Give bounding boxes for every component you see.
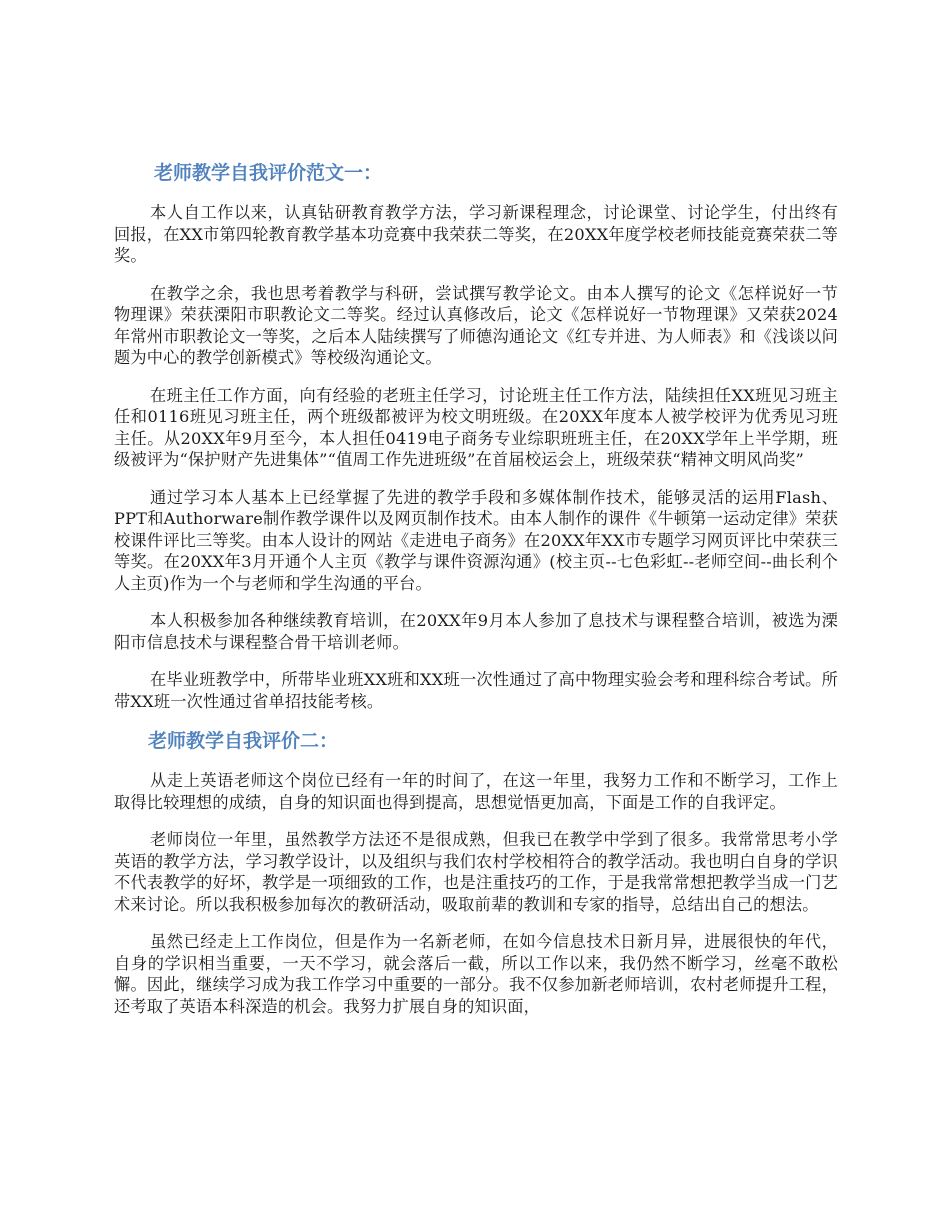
section-heading: 老师教学自我评价范文一：	[154, 162, 383, 184]
paragraph: 老师岗位一年里，虽然教学方法还不是很成熟，但我已在教学中学到了很多。我常常思考小学英语的教学方法，学习教学设计，以及组织与我们农村学校相符合的教学活动。我也明白自身的学识不代表教学的好坏，教学是一项细致的工作，也是注重技巧的工作，于是我常常想把教学当成一门艺术来讨论。所以我积极参加每次的教研活动，吸取前辈的教训和专家的指导，总结出自己的想法。	[114, 830, 838, 914]
paragraph: 本人自工作以来，认真钻研教育教学方法，学习新课程理念，讨论课堂、讨论学生，付出终有回报，在XX市第四轮教育教学基本功竞赛中我荣获二等奖，在20XX年度学校老师技能竞赛荣获二等奖。	[114, 203, 838, 265]
paragraph: 通过学习本人基本上已经掌握了先进的教学手段和多媒体制作技术，能够灵活的运用Flash、PPT和Authorware制作教学课件以及网页制作技术。由本人制作的课件《牛顿第一运动定律》荣获校课件评比三等奖。由本人设计的网站《走进电子商务》在20XX年XX市专题学习网页评比中荣获三等奖。在20XX年3月开通个人主页《教学与课件资源沟通》(校主页--七色彩虹--老师空间--曲长利个人主页)作为一个与老师和学生沟通的平台。	[114, 487, 838, 593]
paragraph: 在毕业班教学中，所带毕业班XX班和XX班一次性通过了高中物理实验会考和理科综合考试。所带XX班一次性通过省单招技能考核。	[114, 670, 838, 711]
paragraph: 在教学之余，我也思考着教学与科研，尝试撰写教学论文。由本人撰写的论文《怎样说好一节物理课》荣获溧阳市职教论文二等奖。经过认真修改后，论文《怎样说好一节物理课》又荣获2024年常州市职教论文一等奖，之后本人陆续撰写了师德沟通论文《红专并进、为人师表》和《浅谈以问题为中心的教学创新模式》等校级沟通论文。	[114, 283, 838, 367]
paragraph: 虽然已经走上工作岗位，但是作为一名新老师，在如今信息技术日新月异，进展很快的年代，自身的学识相当重要，一天不学习，就会落后一截，所以工作以来，我仍然不断学习，丝毫不敢松懈。因此，继续学习成为我工作学习中重要的一部分。我不仅参加新老师培训，农村老师提升工程，还考取了英语本科深造的机会。我努力扩展自身的知识面，	[114, 932, 838, 1016]
paragraph: 在班主任工作方面，向有经验的老班主任学习，讨论班主任工作方法，陆续担任XX班见习班主任和0116班见习班主任，两个班级都被评为校文明班级。在20XX年度本人被学校评为优秀见习班主任。从20XX年9月至今，本人担任0419电子商务专业综职班班主任，在20XX学年上半学期，班级被评为“保护财产先进集体”“值周工作先进班级”在首届校运会上，班级荣获“精神文明风尚奖”	[114, 385, 838, 469]
document-page	[114, 160, 838, 1033]
paragraph: 本人积极参加各种继续教育培训，在20XX年9月本人参加了息技术与课程整合培训，被选为溧阳市信息技术与课程整合骨干培训老师。	[114, 611, 838, 652]
section-heading: 老师教学自我评价二：	[148, 730, 339, 752]
paragraph: 从走上英语老师这个岗位已经有一年的时间了，在这一年里，我努力工作和不断学习，工作上取得比较理想的成绩，自身的知识面也得到提高，思想觉悟更加高，下面是工作的自我评定。	[114, 771, 838, 812]
